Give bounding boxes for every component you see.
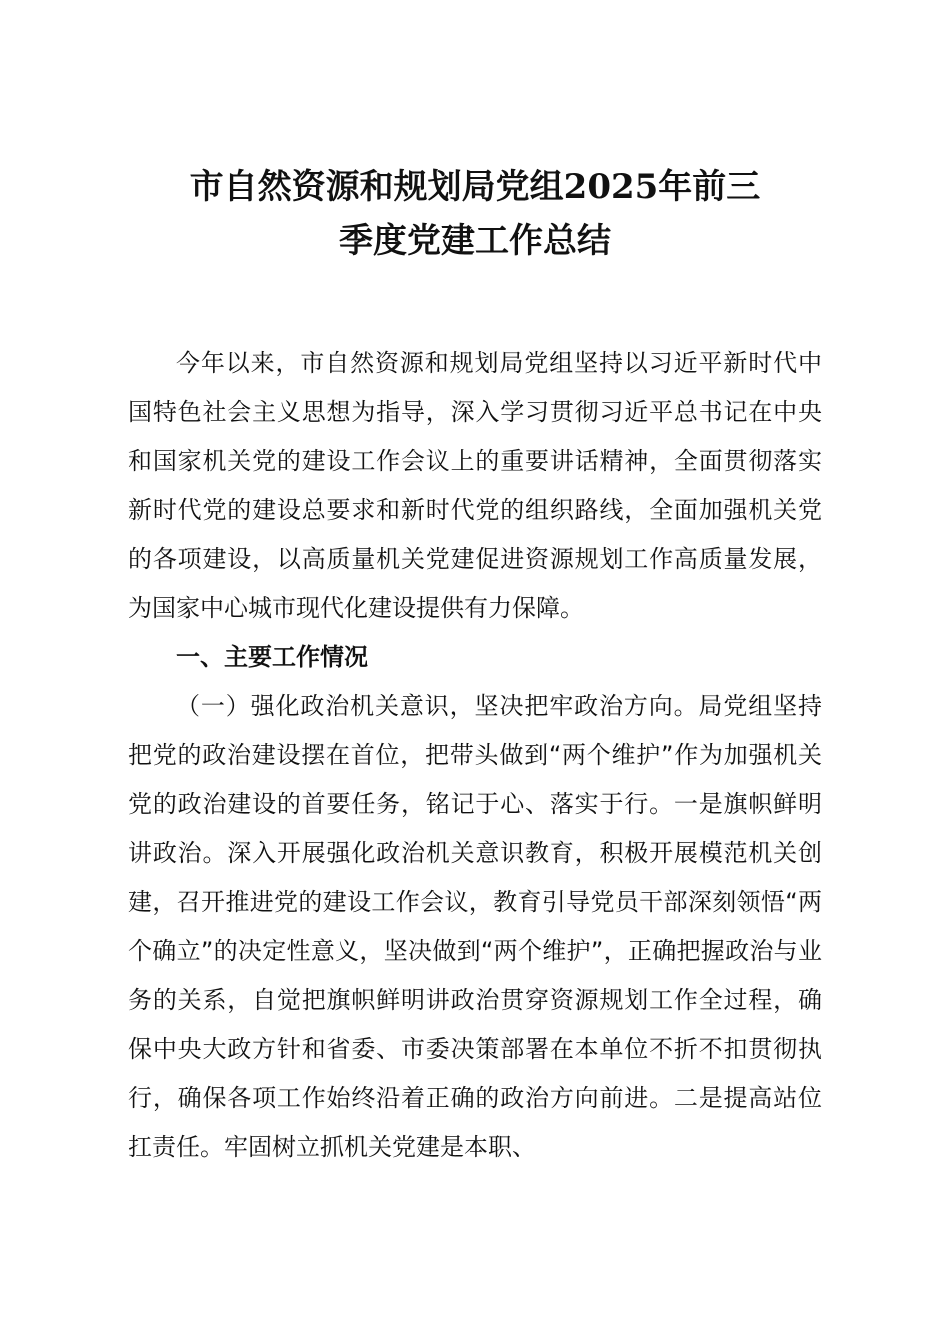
section-paragraph: （一）强化政治机关意识，坚决把牢政治方向。局党组坚持把党的政治建设摆在首位，把带头做到“两个维护”作为加强机关党的政治建设的首要任务，铭记于心、落实于行。一是旗帜鲜明讲政治。深入开展强化政治机关意识教育，积极开展模范机关创建，召开推进党的建设工作会议，教育引导党员干部深刻领悟“两个确立”的决定性意义，坚决做到“两个维护”，正确把握政治与业务的关系，自觉把旗帜鲜明讲政治贯穿资源规划工作全过程，确保中央大政方针和省委、市委决策部署在本单位不折不扣贯彻执行，确保各项工作始终沿着正确的政治方向前进。二是提高站位扛责任。牢固树立抓机关党建是本职、: [128, 692, 822, 1161]
title-line-2: 季度党建工作总结: [339, 221, 611, 261]
document-body: [128, 339, 822, 1172]
section-heading: 一、主要工作情况: [176, 643, 368, 671]
document-title: [128, 160, 822, 268]
title-line-1: 市自然资源和规划局党组2025年前三: [189, 167, 761, 207]
intro-paragraph: 今年以来，市自然资源和规划局党组坚持以习近平新时代中国特色社会主义思想为指导，深入学习贯彻习近平总书记在中央和国家机关党的建设工作会议上的重要讲话精神，全面贯彻落实新时代党的建设总要求和新时代党的组织路线，全面加强机关党的各项建设，以高质量机关党建促进资源规划工作高质量发展，为国家中心城市现代化建设提供有力保障。: [128, 349, 822, 622]
